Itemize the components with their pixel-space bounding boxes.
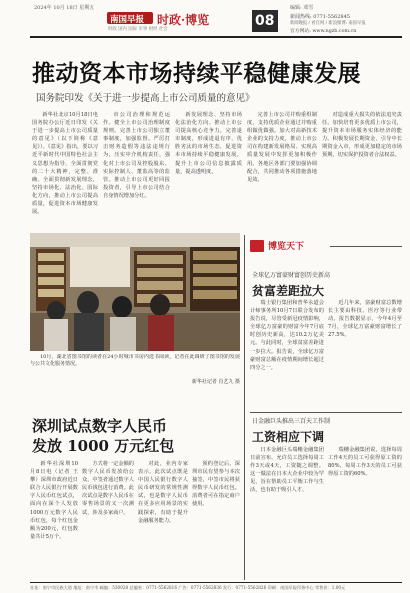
story2-paragraph-2: 方式将一定金额的数字人民币发放给公众，中签者通过数字人民币钱包进行消费。此次试点是数字人民币在零售场景的又一次测试，涉及多家商户。 — [82, 461, 134, 516]
reporter-line: 新闻晚报 / 看官网 / 新浪微博: 南国早报 — [290, 21, 366, 26]
page-number-box — [252, 10, 278, 32]
lead-column-4 — [247, 111, 317, 227]
side-story2-kicker: 日金融巨头推出三百天工作制 — [252, 418, 331, 425]
side-story2-paragraph-2: 瑞穗金融集团说，选择每周工作4天的员工可获得原工资的80%，每周工作3天的员工可获得原工资的60%。 — [328, 447, 402, 478]
hotline: 新闻热线: 0771-5562845 — [290, 14, 350, 20]
side-story1-kicker: 全球亿万富豪财富创历史新高 — [252, 272, 331, 279]
side-story1-headline: 贫富差距拉大 — [252, 284, 325, 298]
story2-column-1 — [30, 460, 78, 580]
story2-headline-line2: 发放 1000 万元红包 — [32, 437, 175, 455]
side-story2-column-1 — [250, 446, 324, 578]
lead-column-2 — [103, 111, 170, 227]
lead-paragraph-4: 完善上市公司并购重组制度，支持优质企业通过并购重组做优做强。加大对高新技术企业的支持力度，推动上市公司在构建新发展格局、实现高质量发展中发挥更加积极作用。各地区各部门要加强协调配合，共同推动各项措施落地见效。 — [247, 112, 317, 183]
website: 官方网站: www.ngzb.com.cn — [290, 29, 357, 34]
side-section-rule — [330, 246, 402, 247]
editor-line: 编辑: 邓雪 — [290, 5, 314, 11]
story2-paragraph-3: 对此，业内专家表示，此次试点既是中国人民银行数字人民币研发的常规性测试，也是数字人民币在更多应用场景的实践探索，有助于提升金融服务能力。 — [138, 461, 188, 524]
side-story2-column-2 — [328, 446, 402, 578]
story2-column-3 — [138, 460, 188, 580]
story2-paragraph-4: 预约登记后，深圳市民有望参与本次抽签，中签市民将获得数字人民币红包。消费者可在指定商户使用。 — [192, 461, 240, 508]
photo-credit: 新华社记者 肖艺九 摄 — [191, 379, 240, 385]
side-story1-paragraph-2: 近几年来，富豪财富总数增长主要由科技、医疗等行业带动。报告数据显示，今年4月至7月，全球亿万富豪财富增长了27.5%。 — [328, 300, 402, 339]
page-number: 08 — [255, 13, 275, 29]
side-column-divider — [244, 235, 245, 580]
side-story1-paragraph: 瑞士银行集团和普华永道会计师事务所10月7日联合发布的报告说，尽管受新冠疫情影响，全球亿万富豪的财富今年7月底时创历史新高，达10.2万亿美元。与此同时，全球贫富差距进一步拉大。报告说，全球亿万富豪财富总额在疫情期间增长超过四分之一。 — [250, 300, 324, 371]
lead-column-1 — [32, 111, 98, 227]
section-subtitle: 时政 国内 国际 军事 财经 社会 — [108, 27, 168, 32]
story2-column-4 — [192, 460, 240, 580]
side-story2-paragraph: 日本金融巨头瑞穗金融集团日前宣布，允许员工选择每周工作3天或4天，工资随之调整。这一做法在日本大企业中较为罕见，旨在帮助员工平衡工作与生活，也有助于吸引人才。 — [250, 447, 324, 494]
date-line: 2024年 10月 18日 星期五 — [34, 5, 95, 11]
lead-column-5 — [322, 111, 402, 227]
book-icon — [250, 240, 264, 252]
lead-headline: 推动资本市场持续平稳健康发展 — [32, 60, 361, 87]
footer-line: 社址：南宁市民族大道 地址：南宁市 邮编：530028 总编室：0771-5562816 广告：0771-5562836 发行：0771-5562826 印刷：南国早报印务中心 零售价：1.00元 — [30, 585, 346, 590]
photo-caption: 10月，湖北省图书馆的读者在24小时城市书房内选书阅读，记者在此调研了图书馆的发展与公共文化服务情况。 — [30, 354, 240, 367]
lead-subhead: 国务院印发《关于进一步提高上市公司质量的意见》 — [36, 93, 255, 104]
lead-paragraph-3: 新发展理念、坚持市场化法治化方向。推动上市公司提高核心竞争力，完善退市制度，形成进退有序、优胜劣汰的市场生态，促进资本市场持续平稳健康发展。提升上市公司信息披露质量，提高透明度。 — [175, 112, 242, 175]
side-section-label: 博览天下 — [268, 242, 305, 252]
lead-paragraph-2: 市公司治理和规范运作。健全上市公司治理制度规则。完善上市公司独立董事制度，加强监督。严厉打击财务造假等违法违规行为，压实中介机构责任，强化对上市公司及控股股东、实际控制人、董监高等的监管。推动上市公司更好回报投资者，引导上市公司结合自身情况增加分红。 — [103, 112, 170, 199]
side-section-header — [250, 238, 402, 258]
lead-paragraph-5: 对造成重大损失的依法追究责任。加快培育更多优质上市公司，提升资本市场服务实体经济的能力。积极发展长期资金，引导中长期资金入市，形成更加稳定的市场预期，切实保护投资者合法权益。 — [322, 112, 402, 159]
section-title: 时政·博览 — [157, 13, 210, 27]
library-photo — [30, 233, 240, 351]
story2-headline-line1: 深圳试点数字人民币 — [32, 417, 168, 435]
side-story1-column-2 — [328, 299, 402, 409]
lead-column-3 — [175, 111, 242, 227]
brand-name: 南国早报 — [110, 15, 145, 25]
side-story1-column-1 — [250, 299, 324, 409]
brand-logo — [107, 12, 153, 24]
masthead-rule — [30, 36, 402, 38]
footer-rule — [30, 582, 402, 583]
story2-paragraph-1: 新华社深圳10月8日电（记者 王攀）深圳市政府近日联合人民银行开展数字人民币红包试点，面向在深个人发放1000万元数字人民币红包，每个红包金额为200元，红包数量共计5万个。 — [30, 461, 78, 540]
lead-paragraph-1: 新华社北京10月18日电 国务院办公厅近日印发《关于进一步提高上市公司质量的意见》（以下简称《意见》）。《意见》指出，要以习近平新时代中国特色社会主义思想为指导，全面贯彻党的二十大精神，完整、准确、全面贯彻新发展理念，坚持市场化、法治化、国际化方向，推动上市公司提高质量，促进资本市场健康发展。 — [32, 112, 98, 216]
side-story-divider — [250, 412, 402, 413]
photo-caption-block — [30, 354, 240, 378]
side-story2-headline: 工资相应下调 — [252, 430, 325, 444]
library-illustration — [30, 233, 240, 351]
story2-column-2 — [82, 460, 134, 580]
